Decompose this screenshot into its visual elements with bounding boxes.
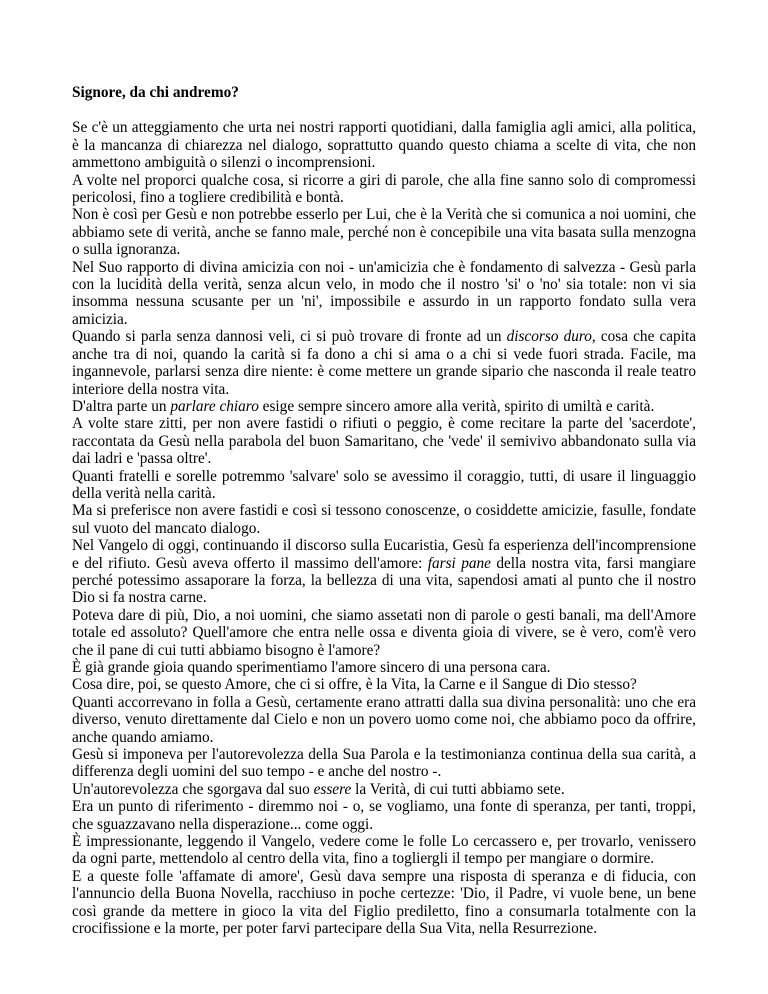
emphasis-text: discorso duro (506, 328, 592, 346)
paragraph: A volte stare zitti, per non avere fastidi o rifiuti o peggio, è come recitare la parte del 'sacerdote', raccontata da Gesù nella parabola del buon Samaritano, che 'vede' il semivivo abbandonato sulla via dai ladri e 'passa oltre'. (72, 415, 696, 468)
paragraph: Non è così per Gesù e non potrebbe esserlo per Lui, che è la Verità che si comunica a noi uomini, che abbiamo sete di verità, anche se fanno male, perché non è concepibile una vita basata sulla menzogna o sulla ignoranza. (72, 206, 696, 259)
paragraph: È già grande gioia quando sperimentiamo l'amore sincero di una persona cara. (72, 659, 551, 676)
paragraph: A volte nel proporci qualche cosa, si ricorre a giri di parole, che alla fine sanno solo di compromessi pericolosi, fino a togliere credibilità e bontà. (72, 171, 696, 207)
paragraph: Nel Suo rapporto di divina amicizia con noi - un'amicizia che è fondamento di salvezza - Gesù parla con la lucidità della verità, senza alcun velo, in modo che il nostro 'si' o 'no' sia totale: non vi sia insomma nessuna scusante per un 'ni', impossibile e assurdo in un rapporto fondato sulla vera amicizia. (72, 258, 696, 328)
document-page (72, 84, 696, 938)
emphasis-text: essere (313, 780, 352, 798)
paragraph-text: Un'autorevolezza che sgorgava dal suo (72, 780, 314, 798)
paragraph: Cosa dire, poi, se questo Amore, che ci si offre, è la Vita, la Carne e il Sangue di Dio stesso? (72, 676, 637, 694)
paragraph: Quanti fratelli e sorelle potremmo 'salvare' solo se avessimo il coraggio, tutti, di usare il linguaggio della verità nella carità. (72, 467, 696, 502)
paragraph: Poteva dare di più, Dio, a noi uomini, che siamo assetati non di parole o gesti banali, ma dell'Amore totale ed assoluto? Quell'amore che entra nelle ossa e diventa gioia di vivere, se è vero, com'è vero che il pane di cui tutti abbiamo bisogno è l'amore? (72, 606, 696, 659)
paragraph: Era un punto di riferimento - diremmo noi - o, se vogliamo, una fonte di speranza, per tanti, troppi, che sguazzavano nella disperazione... come oggi. (72, 798, 696, 833)
paragraph-text: la Verità, di cui tutti abbiamo sete. (351, 780, 565, 798)
paragraph: E a queste folle 'affamate di amore', Gesù dava sempre una risposta di speranza e di fiducia, con l'annuncio della Buona Novella, racchiuso in poche certezze: 'Dio, il Padre, vi vuole bene, un bene così grande da mettere in gioco la vita del Figlio prediletto, fino a consumarla totalmente con la crocifissione e la morte, per poter farvi partecipare della Sua Vita, nella Resurrezione. (72, 867, 696, 938)
paragraph-text: Nel Vangelo di oggi, continuando il discorso sulla Eucaristia, Gesù fa esperienza dell'incomprensione e del rifiuto. Gesù aveva offerto il massimo dell'amore: (72, 537, 696, 572)
paragraph (72, 537, 696, 607)
emphasis-text: parlare chiaro (170, 397, 259, 415)
paragraph-text: esige sempre sincero amore alla verità, spirito di umiltà e carità. (258, 397, 655, 415)
paragraph (72, 781, 696, 798)
paragraph: Quanti accorrevano in folla a Gesù, certamente erano attratti dalla sua divina personalità: uno che era diverso, venuto direttamente dal Cielo e non un povero uomo come noi, che abbiamo poco da offrire, anche quando amiamo. (72, 693, 696, 746)
paragraph-text: della nostra vita, farsi mangiare perché potessimo assaporare la forza, la bellezza di una vita, sapendosi amati al punto che il nostro Dio si fa nostra carne. (72, 554, 696, 607)
paragraph: È impressionante, leggendo il Vangelo, vedere come le folle Lo cercassero e, per trovarlo, venissero da ogni parte, mettendolo al centro della vita, fino a togliergli il tempo per mangiare o dormire. (72, 833, 696, 868)
paragraph: Se c'è un atteggiamento che urta nei nostri rapporti quotidiani, dalla famiglia agli amici, alla politica, è la mancanza di chiarezza nel dialogo, soprattutto quando questo chiama a scelte di vita, che non ammettono ambiguità o silenzi o incomprensioni. (72, 119, 696, 172)
paragraph-text: Quando si parla senza dannosi veli, ci si può trovare di fronte ad un (72, 328, 507, 346)
paragraph: Gesù si imponeva per l'autorevolezza della Sua Parola e la testimonianza continua della sua carità, a differenza degli uomini del suo tempo - e anche del nostro -. (72, 746, 696, 781)
paragraph (72, 398, 696, 415)
paragraph-text: , cosa che capita anche tra di noi, quando la carità si fa dono a chi si ama o a chi si vede fuori strada. Facile, ma ingannevole, parlarsi senza dire niente: è come mettere un grande sipario che nasconda il reale teatro interiore della nostra vita. (72, 328, 696, 398)
emphasis-text: farsi pane (427, 554, 491, 572)
paragraph-text: D'altra parte un (72, 397, 171, 415)
document-title: Signore, da chi andremo? (72, 84, 239, 101)
paragraph: Ma si preferisce non avere fastidi e così si tessono conoscenze, o cosiddette amicizie, fasulle, fondate sul vuoto del mancato dialogo. (72, 502, 696, 537)
paragraph (72, 328, 696, 398)
